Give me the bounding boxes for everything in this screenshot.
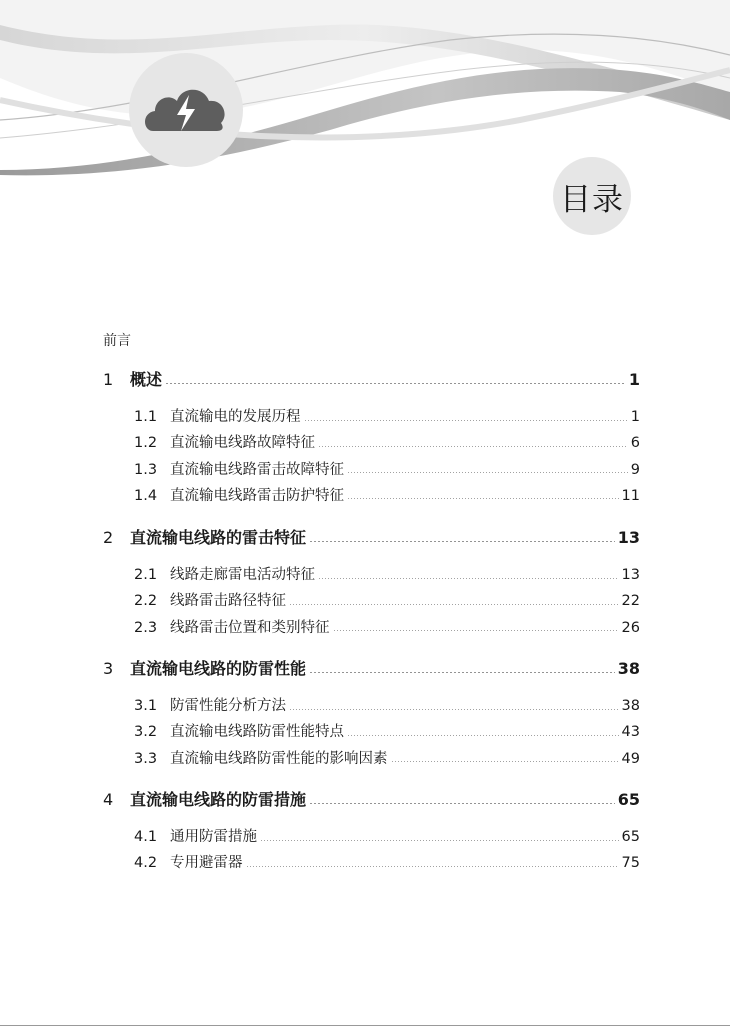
page-number: 38 [617,659,640,678]
toc-section-entry[interactable] [134,591,640,611]
toc-section-entry[interactable] [134,618,640,638]
dot-leader [318,446,628,447]
section-number: 4.1 [134,829,158,845]
page-number: 43 [621,724,640,741]
dot-leader [309,541,615,542]
chapter-title: 直流输电线路的雷击特征 [130,528,307,547]
cloud-lightning-icon [129,53,243,167]
dot-leader [333,630,619,631]
chapter-title: 概述 [130,370,163,389]
page-number: 75 [621,855,640,872]
section-number: 2.3 [134,619,158,636]
chapter-title: 直流输电线路的防雷性能 [130,659,307,678]
section-number: 1.2 [134,435,158,452]
section-number: 3.3 [134,750,158,767]
section-number: 1.1 [134,409,158,425]
dot-leader [289,709,619,710]
dot-leader [391,761,619,762]
toc-section-entry[interactable] [134,460,640,480]
section-number: 3.2 [134,724,158,741]
section-title: 线路雷击路径特征 [170,593,286,610]
section-number: 3.1 [134,698,158,714]
toc-section-entry[interactable] [134,722,640,742]
dot-leader [347,735,619,736]
chapter-number: 4 [103,790,114,809]
section-title: 直流输电线路故障特征 [170,435,315,452]
section-title: 直流输电的发展历程 [170,409,301,425]
section-title: 直流输电线路雷击防护特征 [170,487,344,504]
page-number: 6 [630,435,640,452]
dot-leader [289,604,619,605]
toc-section-entry[interactable] [134,749,640,769]
chapter-number: 2 [103,528,114,547]
page-number: 13 [621,567,640,583]
page-number: 13 [617,528,640,547]
dot-leader [309,672,615,673]
page-number: 65 [617,790,640,809]
page-number: 22 [621,593,640,610]
toc-section-entry[interactable] [134,407,640,427]
toc-section-entry[interactable] [134,433,640,453]
section-title: 专用避雷器 [170,855,243,872]
page-number: 49 [621,750,640,767]
section-title: 防雷性能分析方法 [170,698,286,714]
toc-section-entry[interactable] [134,486,640,506]
toc-chapter-entry[interactable] [103,528,640,548]
dot-leader [318,578,619,579]
toc-chapter-entry[interactable] [103,790,640,810]
page-number: 11 [621,487,640,504]
dot-leader [304,420,628,421]
section-number: 2.1 [134,567,158,583]
chapter-title: 直流输电线路的防雷措施 [130,790,307,809]
section-number: 1.4 [134,487,158,504]
dot-leader [347,498,619,499]
bottom-divider [0,1025,730,1026]
dot-leader [260,840,619,841]
dot-leader [246,866,619,867]
section-number: 1.3 [134,461,158,478]
page-number: 1 [630,409,640,425]
toc-section-entry[interactable] [134,853,640,873]
dot-leader [309,803,615,804]
toc-chapter-entry[interactable] [103,659,640,679]
dot-leader [347,472,628,473]
section-number: 2.2 [134,593,158,610]
page-number: 38 [621,698,640,714]
section-title: 线路雷击位置和类别特征 [170,619,330,636]
chapter-number: 3 [103,659,114,678]
toc-section-entry[interactable] [134,827,640,847]
section-title: 直流输电线路防雷性能的影响因素 [170,750,388,767]
section-number: 4.2 [134,855,158,872]
preface-entry[interactable]: 前言 [103,333,131,349]
page-number: 65 [621,829,640,845]
section-title: 线路走廊雷电活动特征 [170,567,315,583]
toc-section-entry[interactable] [134,696,640,716]
chapter-number: 1 [103,370,114,389]
page-number: 26 [621,619,640,636]
toc-section-entry[interactable] [134,565,640,585]
cloud-lightning-badge [129,53,243,167]
section-title: 直流输电线路防雷性能特点 [170,724,344,741]
section-title: 通用防雷措施 [170,829,257,845]
page-number: 1 [628,370,640,389]
section-title: 直流输电线路雷击故障特征 [170,461,344,478]
page-title: 目录 [553,157,631,235]
dot-leader [165,383,626,384]
toc-chapter-entry[interactable] [103,370,640,390]
page-number: 9 [630,461,640,478]
